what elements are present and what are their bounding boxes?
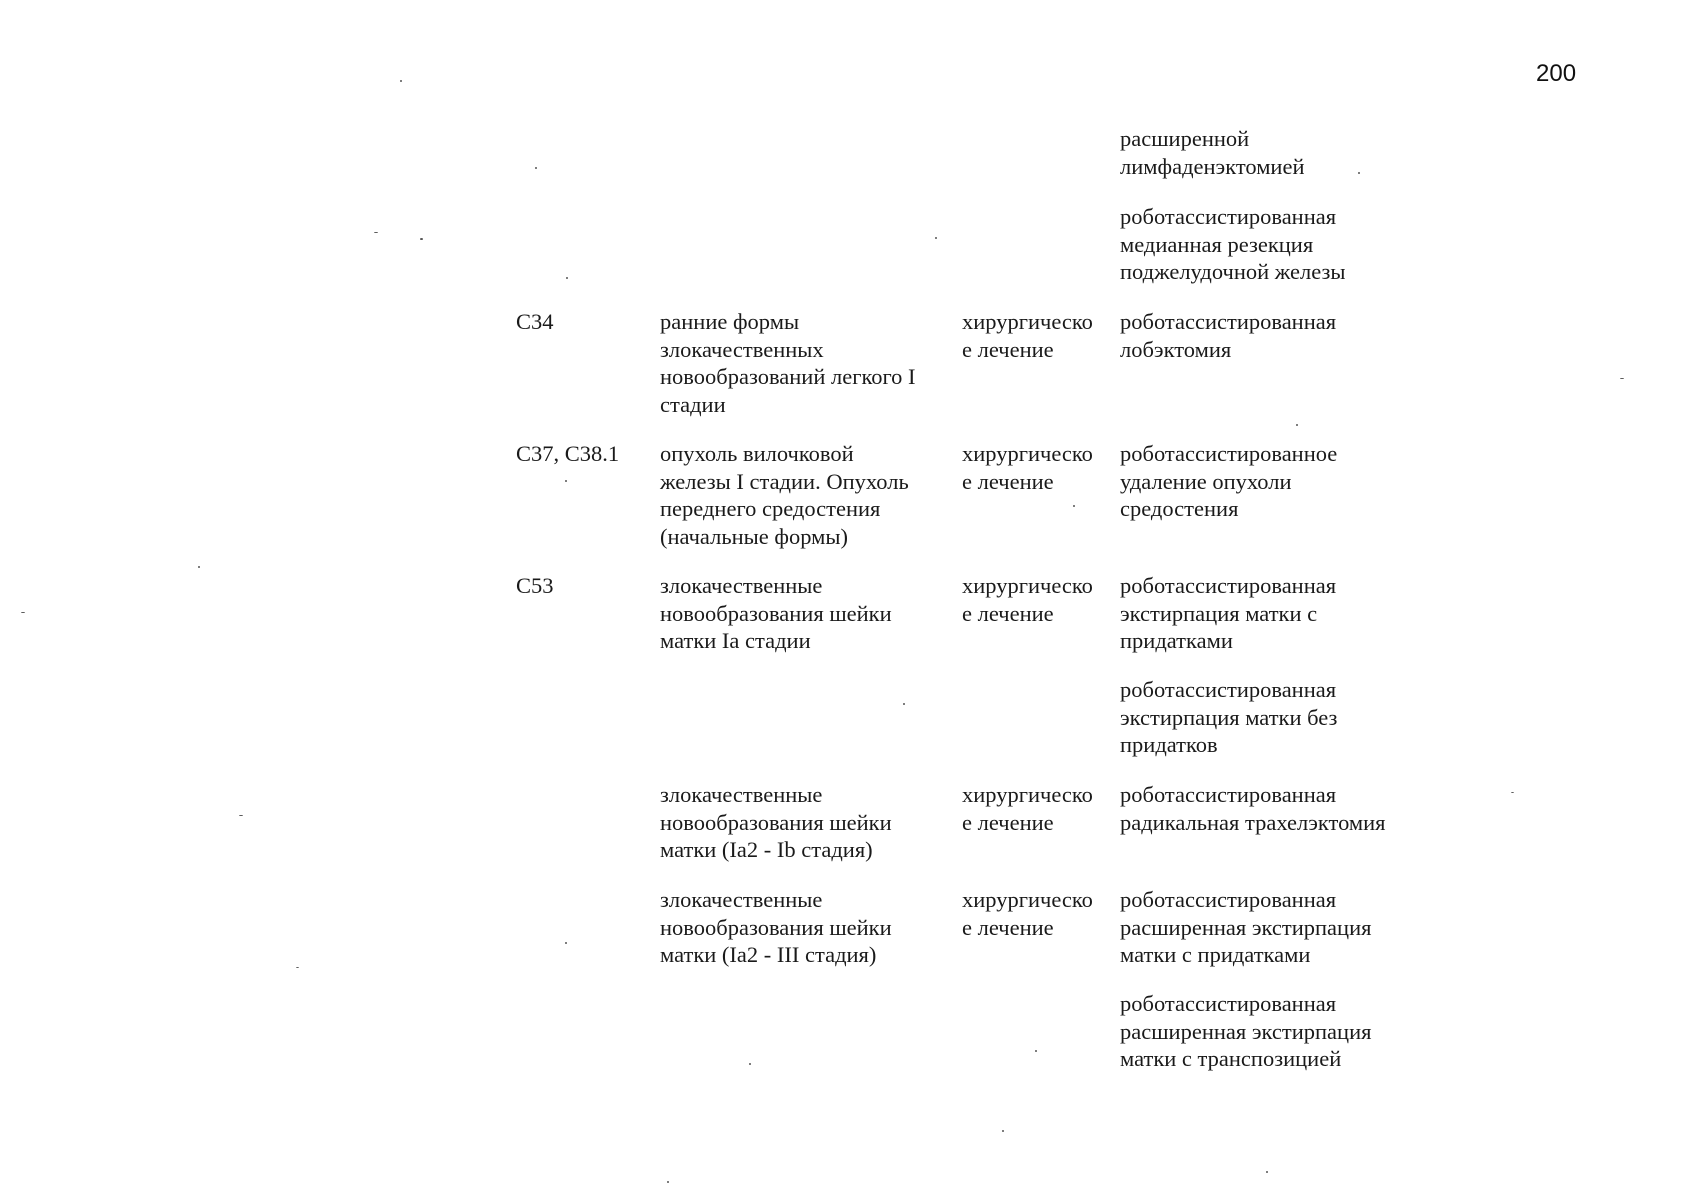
diagnosis-cell: опухоль вилочковой железы I стадии. Опухоль переднего средостения (начальные формы) — [660, 441, 909, 549]
scan-speck — [749, 1063, 751, 1065]
scan-speck — [667, 1181, 669, 1183]
page-number: 200 — [1536, 60, 1577, 87]
diagnosis-cell: злокачественные новообразования шейки матки (Iа2 - III стадия) — [660, 887, 892, 967]
method-cell: роботассистированная расширенная экстирпация матки с придатками — [1120, 887, 1372, 967]
method-cell: роботассистированная экстирпация матки без придатков — [1120, 677, 1338, 757]
scan-speck — [400, 80, 402, 82]
method-cell: роботассистированная медианная резекция поджелудочной железы — [1120, 204, 1346, 284]
scan-speck — [565, 942, 567, 944]
scan-speck — [239, 815, 243, 816]
scan-speck — [198, 566, 200, 568]
scan-speck — [1073, 505, 1075, 507]
method-cell: роботассистированная радикальная трахелэктомия — [1120, 782, 1386, 835]
scan-speck — [296, 967, 299, 968]
scan-speck — [1358, 172, 1360, 174]
icd-code-cell: С53 — [516, 573, 554, 598]
scan-speck — [1620, 378, 1624, 379]
method-cell: роботассистированное удаление опухоли средостения — [1120, 441, 1338, 521]
method-cell: роботассистированная экстирпация матки с придатками — [1120, 573, 1337, 653]
diagnosis-cell: злокачественные новообразования шейки матки Iа стадии — [660, 573, 892, 653]
scan-speck — [935, 237, 937, 239]
icd-code-cell: С34 — [516, 309, 554, 334]
scan-speck — [1266, 1171, 1268, 1173]
scan-speck — [21, 612, 25, 613]
scan-speck — [565, 480, 567, 482]
treatment-type-cell: хирургическо е лечение — [962, 441, 1093, 494]
method-cell: роботассистированная расширенная экстирпация матки с транспозицией — [1120, 991, 1372, 1071]
scan-speck — [1002, 1130, 1004, 1132]
scan-speck — [1296, 424, 1298, 426]
method-cell: расширенной лимфаденэктомией — [1120, 126, 1305, 179]
treatment-type-cell: хирургическо е лечение — [962, 887, 1093, 940]
treatment-type-cell: хирургическо е лечение — [962, 309, 1093, 362]
diagnosis-cell: злокачественные новообразования шейки матки (Iа2 - Ib стадия) — [660, 782, 892, 862]
diagnosis-cell: ранние формы злокачественных новообразований легкого I стадии — [660, 309, 916, 417]
method-cell: роботассистированная лобэктомия — [1120, 309, 1337, 362]
treatment-type-cell: хирургическо е лечение — [962, 782, 1093, 835]
icd-code-cell: С37, С38.1 — [516, 441, 620, 466]
scan-speck — [566, 277, 568, 279]
scan-speck — [420, 238, 423, 240]
scan-speck — [903, 703, 905, 705]
scan-speck — [535, 167, 537, 169]
scan-speck — [374, 232, 378, 233]
scan-speck — [1035, 1050, 1037, 1052]
scan-speck — [1511, 792, 1514, 793]
treatment-type-cell: хирургическо е лечение — [962, 573, 1093, 626]
